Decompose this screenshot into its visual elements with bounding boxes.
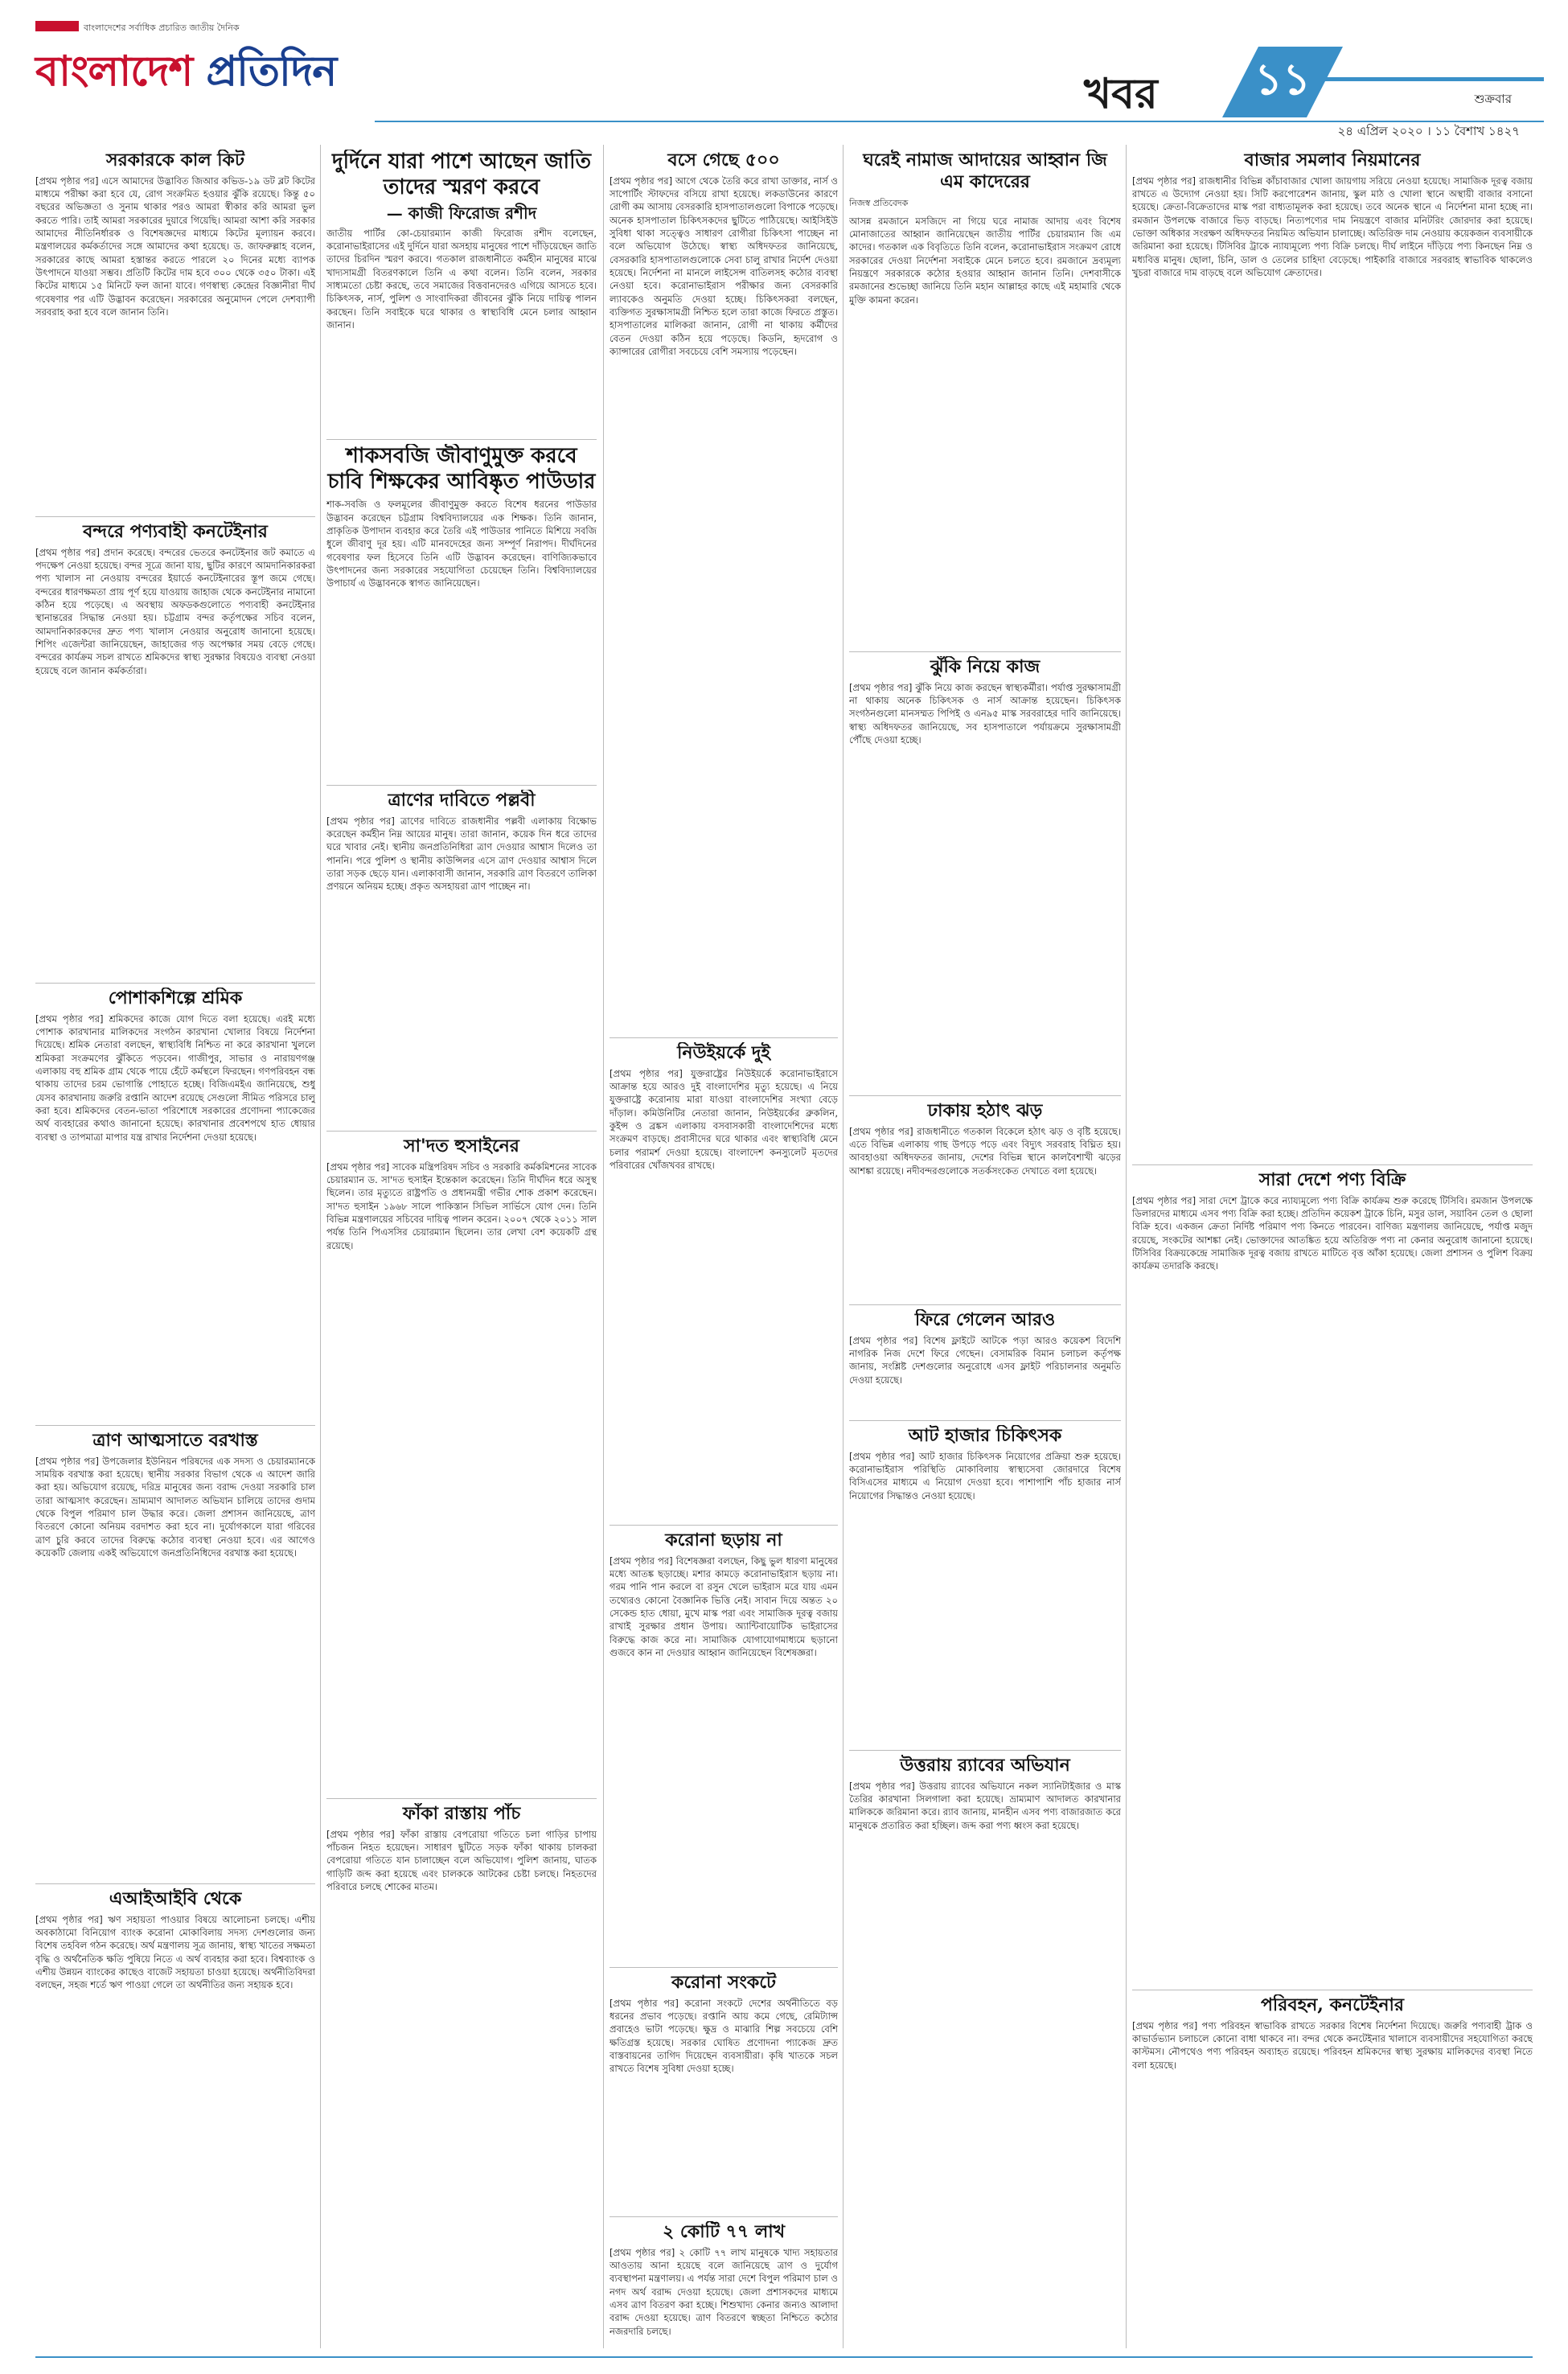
article-body: [প্রথম পৃষ্ঠার পর] প্রদান করেছে। বন্দরের ভেতরে কনটেইনার জট কমাতে এ পদক্ষেপ নেওয়া হয়েছে। বন্দর সূত্রে জানা যায়, ছুটির কারণে আমদানিকারকরা পণ্য খালাস না নেওয়ায় বন্দরের ইয়ার্ডে কনটেইনারের স্তূপ জমে গেছে। বন্দরের ধারণক্ষমতা প্রায় পূর্ণ হয়ে যাওয়ায় জাহাজ থেকে কনটেইনার নামানো কঠিন হয়ে পড়েছে। এ অবস্থায় অফডকগুলোতে পণ্যবাহী কনটেইনার স্থানান্তরের সিদ্ধান্ত নেওয়া হয়। চট্টগ্রাম বন্দর কর্তৃপক্ষের সচিব বলেন, আমদানিকারকদের দ্রুত পণ্য খালাস নেওয়ার অনুরোধ জানানো হয়েছে। শিপিং এজেন্টরা জানিয়েছেন, জাহাজের গড় অপেক্ষার সময় বেড়ে গেছে। বন্দরের কার্যক্রম সচল রাখতে শ্রমিকদের স্বাস্থ্য সুরক্ষার বিষয়েও ব্যবস্থা নেওয়া হয়েছে বলে জানান কর্মকর্তারা। bbox=[35, 546, 315, 676]
article-body: [প্রথম পৃষ্ঠার পর] উপজেলার ইউনিয়ন পরিষদের এক সদস্য ও চেয়ারম্যানকে সাময়িক বরখাস্ত করা হয়েছে। স্থানীয় সরকার বিভাগ থেকে এ আদেশ জারি করা হয়। অভিযোগ রয়েছে, দরিদ্র মানুষের জন্য বরাদ্দ দেওয়া সরকারি চাল তারা আত্মসাৎ করেছেন। ভ্রাম্যমাণ আদালত অভিযান চালিয়ে তাদের গুদাম থেকে বিপুল পরিমাণ চাল উদ্ধার করে। জেলা প্রশাসন জানিয়েছে, ত্রাণ বিতরণে কোনো অনিয়ম বরদাশত করা হবে না। দুর্যোগকালে যারা গরিবের ত্রাণ চুরি করবে তাদের বিরুদ্ধে কঠোর ব্যবস্থা নেওয়া হবে। এর আগেও কয়েকটি জেলায় একই অভিযোগে জনপ্রতিনিধিদের বরখাস্ত করা হয়েছে। bbox=[35, 1455, 315, 1559]
article-headline: শাকসবজি জীবাণুমুক্ত করবে চাবি শিক্ষকের আবিষ্কৃত পাউডার bbox=[327, 444, 596, 494]
article-byline: নিজস্ব প্রতিবেদক bbox=[849, 197, 909, 208]
article-divider bbox=[35, 1425, 315, 1426]
article-headline: ফাঁকা রাস্তায় পাঁচ bbox=[402, 1803, 521, 1824]
article-risky-work bbox=[849, 656, 1121, 1092]
article-headline: ঝুঁকি নিয়ে কাজ bbox=[930, 656, 1041, 677]
footer-rule bbox=[35, 2356, 1533, 2358]
article-rab-uttara bbox=[849, 1755, 1121, 2351]
article-divider bbox=[610, 1037, 838, 1038]
article-body: শাক-সবজি ও ফলমূলের জীবাণুমুক্ত করতে বিশেষ ধরনের পাউডার উদ্ভাবন করেছেন চট্টগ্রাম বিশ্ববিদ্যালয়ের এক শিক্ষক। তিনি জানান, প্রাকৃতিক উপাদান ব্যবহার করে তৈরি এই পাউডার পানিতে মিশিয়ে সবজি ধুলে জীবাণু দূর হয়। এটি মানবদেহের জন্য সম্পূর্ণ নিরাপদ। দীর্ঘদিনের গবেষণার ফল হিসেবে তিনি এটি উদ্ভাবন করেছেন। বাণিজ্যিকভাবে উৎপাদনের জন্য সরকারের সহযোগিতা চেয়েছেন তিনি। বিশ্ববিদ্যালয়ের উপাচার্য এ উদ্ভাবনকে স্বাগত জানিয়েছেন। bbox=[326, 499, 597, 589]
column-rule bbox=[843, 145, 844, 2348]
column-rule bbox=[320, 145, 321, 2348]
article-corona-crisis bbox=[610, 1972, 838, 2213]
weekday: শুক্রবার bbox=[1474, 92, 1512, 106]
article-body: [প্রথম পৃষ্ঠার পর] সাবেক মন্ত্রিপরিষদ সচিব ও সরকারি কর্মকমিশনের সাবেক চেয়ারম্যান ড. সা'দত হুসাইন ইন্তেকাল করেছেন। তিনি দীর্ঘদিন ধরে অসুস্থ ছিলেন। তার মৃত্যুতে রাষ্ট্রপতি ও প্রধানমন্ত্রী গভীর শোক প্রকাশ করেছেন। সা'দত হুসাইন ১৯৬৮ সালে পাকিস্তান সিভিল সার্ভিসে যোগ দেন। তিনি বিভিন্ন মন্ত্রণালয়ের সচিবের দায়িত্ব পালন করেন। ২০০৭ থেকে ২০১১ সাল পর্যন্ত তিনি পিএসসির চেয়ারম্যান ছিলেন। তার লেখা বেশ কয়েকটি গ্রন্থ রয়েছে। bbox=[326, 1160, 597, 1251]
article-headline: বসে গেছে ৫০০ bbox=[667, 150, 780, 170]
article-divider bbox=[35, 1883, 315, 1884]
article-port-container bbox=[35, 521, 315, 980]
article-body: [প্রথম পৃষ্ঠার পর] উত্তরায় র‌্যাবের অভিযানে নকল স্যানিটাইজার ও মাস্ক তৈরির কারখানা সিলগালা করা হয়েছে। ভ্রাম্যমাণ আদালত কারখানার মালিককে জরিমানা করে। র‌্যাব জানায়, মানহীন এসব পণ্য বাজারজাত করে মানুষকে প্রতারিত করা হচ্ছিল। জব্দ করা পণ্য ধ্বংস করা হয়েছে। bbox=[849, 1780, 1121, 1831]
article-headline: উত্তরায় র‌্যাবের অভিযান bbox=[900, 1755, 1070, 1776]
article-divider bbox=[1132, 1164, 1533, 1165]
article-body: [প্রথম পৃষ্ঠার পর] ঋণ সহায়তা পাওয়ার বিষয়ে আলোচনা চলছে। এশীয় অবকাঠামো বিনিয়োগ ব্যাংক করোনা মোকাবিলায় সদস্য দেশগুলোর জন্য বিশেষ তহবিল গঠন করেছে। অর্থ মন্ত্রণালয় সূত্র জানায়, স্বাস্থ্য খাতের সক্ষমতা বৃদ্ধি ও অর্থনৈতিক ক্ষতি পুষিয়ে নিতে এ অর্থ ব্যবহার করা হবে। বিশ্বব্যাংক ও এশীয় উন্নয়ন ব্যাংকের কাছেও বাজেট সহায়তা চাওয়া হয়েছে। অর্থনীতিবিদরা বলছেন, সহজ শর্তে ঋণ পাওয়া গেলে তা অর্থনীতির জন্য সহায়ক হবে। bbox=[35, 1913, 315, 1991]
article-relief-embezzlement bbox=[35, 1430, 315, 1880]
article-headline: নিউইয়র্কে দুই bbox=[677, 1042, 770, 1063]
article-aiib bbox=[35, 1888, 315, 2351]
article-headline: দুর্দিনে যারা পাশে আছেন জাতি তাদের স্মরণ করবে bbox=[331, 150, 592, 199]
page-number: ১১ bbox=[1254, 53, 1311, 105]
article-body: [প্রথম পৃষ্ঠার পর] ঝুঁকি নিয়ে কাজ করছেন স্বাস্থ্যকর্মীরা। পর্যাপ্ত সুরক্ষাসামগ্রী না থাকায় অনেক চিকিৎসক ও নার্স আক্রান্ত হয়েছেন। চিকিৎসক সংগঠনগুলো মানসম্মত পিপিই ও এন৯৫ মাস্ক সরবরাহের দাবি জানিয়েছে। স্বাস্থ্য অধিদফতর জানিয়েছে, সব হাসপাতালে পর্যায়ক্রমে সুরক্ষাসামগ্রী পৌঁছে দেওয়া হচ্ছে। bbox=[849, 681, 1121, 746]
article-dhaka-storm bbox=[849, 1100, 1121, 1301]
article-headline: সরকারকে কাল কিট bbox=[106, 150, 244, 170]
article-divider bbox=[326, 1131, 597, 1132]
article-divider bbox=[849, 1750, 1121, 1751]
article-divider bbox=[326, 1798, 597, 1799]
article-body: [প্রথম পৃষ্ঠার পর] ত্রাণের দাবিতে রাজধানীর পল্লবী এলাকায় বিক্ষোভ করেছেন কর্মহীন নিম্ন আয়ের মানুষ। তারা জানান, কয়েক দিন ধরে তাদের ঘরে খাবার নেই। স্থানীয় জনপ্রতিনিধিরা ত্রাণ দেওয়ার আশ্বাস দিলেও তা পাননি। পরে পুলিশ ও স্থানীয় কাউন্সিলর এসে ত্রাণ দেওয়ার আশ্বাস দিলে তারা সড়ক ছেড়ে যান। এলাকাবাসী জানান, সরকারি ত্রাণ বিতরণে তালিকা প্রণয়নে অনিয়ম হচ্ছে। প্রকৃত অসহায়রা ত্রাণ পাচ্ছেন না। bbox=[326, 815, 597, 893]
article-body: [প্রথম পৃষ্ঠার পর] বিশেষজ্ঞরা বলছেন, কিছু ভুল ধারণা মানুষের মধ্যে আতঙ্ক ছড়াচ্ছে। মশার কামড়ে করোনাভাইরাস ছড়ায় না। গরম পানি পান করলে বা রসুন খেলে ভাইরাস মরে যায় এমন তথ্যেরও কোনো বৈজ্ঞানিক ভিত্তি নেই। সাবান দিয়ে অন্তত ২০ সেকেন্ড হাত ধোয়া, মুখে মাস্ক পরা এবং সামাজিক দূরত্ব বজায় রাখাই সুরক্ষার প্রধান উপায়। অ্যান্টিবায়োটিক ভাইরাসের বিরুদ্ধে কাজ করে না। সামাজিক যোগাযোগমাধ্যমে ছড়ানো গুজবে কান না দেওয়ার আহ্বান জানিয়েছেন বিশেষজ্ঞরা। bbox=[610, 1555, 838, 1659]
article-divider bbox=[326, 439, 597, 440]
logo-part-1: বাংলাদেশ bbox=[35, 47, 207, 96]
article-headline: ফিরে গেলেন আরও bbox=[914, 1309, 1056, 1330]
article-market bbox=[1132, 150, 1533, 1161]
article-transport-container bbox=[1132, 1994, 1533, 2351]
logo-tagline: বাংলাদেশের সর্বাধিক প্রচারিত জাতীয় দৈনিক bbox=[84, 23, 240, 33]
article-body: আসন্ন রমজানে মসজিদে না গিয়ে ঘরে নামাজ আদায় এবং বিশেষ মোনাজাতের আহ্বান জানিয়েছেন জাতীয় পার্টির চেয়ারম্যান জি এম কাদের। গতকাল এক বিবৃতিতে তিনি বলেন, করোনাভাইরাস সংক্রমণ রোধে সরকারের দেওয়া নির্দেশনা সবাইকে মেনে চলতে হবে। রমজানে দ্রব্যমূল্য নিয়ন্ত্রণে সরকারকে কঠোর হওয়ার আহ্বান জানান তিনি। দেশবাসীকে রমজানের শুভেচ্ছা জানিয়ে তিনি মহান আল্লাহর কাছে এই মহামারি থেকে মুক্তি কামনা করেন। bbox=[849, 215, 1121, 306]
masthead bbox=[0, 0, 1568, 146]
article-body: [প্রথম পৃষ্ঠার পর] আট হাজার চিকিৎসক নিয়োগের প্রক্রিয়া শুরু হয়েছে। করোনাভাইরাস পরিস্থিতি মোকাবিলায় স্বাস্থ্যসেবা জোরদারে বিশেষ বিসিএসের মাধ্যমে এ নিয়োগ দেওয়া হবে। পাশাপাশি পাঁচ হাজার নার্স নিয়োগের সিদ্ধান্তও নেওয়া হয়েছে। bbox=[849, 1450, 1121, 1501]
dateline: ২৪ এপ্রিল ২০২০ । ১১ বৈশাখ ১৪২৭ bbox=[1337, 124, 1520, 138]
article-body: [প্রথম পৃষ্ঠার পর] ২ কোটি ৭৭ লাখ মানুষকে খাদ্য সহায়তার আওতায় আনা হয়েছে বলে জানিয়েছে ত্রাণ ও দুর্যোগ ব্যবস্থাপনা মন্ত্রণালয়। এ পর্যন্ত সারা দেশে বিপুল পরিমাণ চাল ও নগদ অর্থ বরাদ্দ দেওয়া হয়েছে। জেলা প্রশাসকদের মাধ্যমে এসব ত্রাণ বিতরণ করা হচ্ছে। শিশুখাদ্য কেনার জন্যও আলাদা বরাদ্দ দেওয়া হয়েছে। ত্রাণ বিতরণে স্বচ্ছতা নিশ্চিতে কঠোর নজরদারি চলছে। bbox=[610, 2246, 838, 2337]
article-headline: ত্রাণ আত্মসাতে বরখাস্ত bbox=[92, 1430, 258, 1451]
newspaper-logo[interactable] bbox=[35, 21, 373, 117]
article-pallabi-relief bbox=[326, 790, 597, 1127]
article-divider bbox=[610, 1525, 838, 1526]
article-headline: করোনা সংকটে bbox=[671, 1972, 777, 1993]
article-headline: করোনা ছড়ায় না bbox=[665, 1530, 782, 1550]
logo-part-2: প্রতিদিন bbox=[206, 47, 337, 96]
article-2-crore bbox=[610, 2221, 838, 2351]
article-gm-quader bbox=[849, 150, 1121, 648]
column-rule bbox=[603, 145, 604, 2348]
article-headline: ঘরেই নামাজ আদায়ের আহ্বান জি এম কাদেরের bbox=[863, 150, 1107, 192]
article-divider bbox=[849, 651, 1121, 652]
article-headline: বাজার সমলাব নিয়মানের bbox=[1244, 150, 1421, 170]
article-body: [প্রথম পৃষ্ঠার পর] আগে থেকে তৈরি করে রাখা ডাক্তার, নার্স ও সাপোর্টিং স্টাফদের বসিয়ে রাখা হয়েছে। লকডাউনের কারণে রোগী কম আসায় বেসরকারি হাসপাতালগুলো বিপাকে পড়েছে। অনেক হাসপাতাল চিকিৎসকদের ছুটিতে পাঠিয়েছে। আইসিইউ সুবিধা থাকা সত্ত্বেও সাধারণ রোগীরা চিকিৎসা পাচ্ছেন না বলে অভিযোগ উঠেছে। স্বাস্থ্য অধিদফতর জানিয়েছে, বেসরকারি হাসপাতালগুলোকে সেবা চালু রাখার নির্দেশ দেওয়া হয়েছে। নির্দেশনা না মানলে লাইসেন্স বাতিলসহ কঠোর ব্যবস্থা নেওয়া হবে। করোনাভাইরাস পরীক্ষার জন্য বেসরকারি ল্যাবকেও অনুমতি দেওয়া হচ্ছে। চিকিৎসকরা বলছেন, ব্যক্তিগত সুরক্ষাসামগ্রী নিশ্চিত হলে তারা কাজে ফিরতে প্রস্তুত। হাসপাতালের মালিকরা জানান, রোগী না থাকায় কর্মীদের বেতন দেওয়া কঠিন হয়ে পড়েছে। কিডনি, হৃদরোগ ও ক্যান্সারের রোগীরা সবচেয়ে বেশি সমস্যায় পড়েছেন। bbox=[610, 175, 838, 358]
article-headline: পরিবহন, কনটেইনার bbox=[1261, 1994, 1404, 2015]
article-body: [প্রথম পৃষ্ঠার পর] রাজধানীতে গতকাল বিকেলে হঠাৎ ঝড় ও বৃষ্টি হয়েছে। এতে বিভিন্ন এলাকায় গাছ উপড়ে পড়ে এবং বিদ্যুৎ সরবরাহ বিঘ্নিত হয়। আবহাওয়া অধিদফতর জানায়, দেশের বিভিন্ন স্থানে কালবৈশাখী ঝড়ের আশঙ্কা রয়েছে। নদীবন্দরগুলোকে সতর্কসংকেত দেখাতে বলা হয়েছে। bbox=[849, 1125, 1121, 1177]
article-body: [প্রথম পৃষ্ঠার পর] পণ্য পরিবহন স্বাভাবিক রাখতে সরকার বিশেষ নির্দেশনা দিয়েছে। জরুরি পণ্যবাহী ট্রাক ও কাভার্ডভ্যান চলাচলে কোনো বাধা থাকবে না। বন্দর থেকে কনটেইনার খালাসে ব্যবসায়ীদের সহযোগিতা করছে কাস্টমস। নৌপথেও পণ্য পরিবহন অব্যাহত রয়েছে। পরিবহন শ্রমিকদের স্বাস্থ্য সুরক্ষায় মালিকদের ব্যবস্থা নিতে বলা হয়েছে। bbox=[1132, 2019, 1533, 2071]
article-headline: সা'দত হুসাইনের bbox=[404, 1136, 519, 1156]
article-body: [প্রথম পৃষ্ঠার পর] শ্রমিকদের কাজে যোগ দিতে বলা হয়েছে। এরই মধ্যে পোশাক কারখানার মালিকদের সংগঠন কারখানা খোলার বিষয়ে নির্দেশনা দিয়েছে। শ্রমিক নেতারা বলছেন, স্বাস্থ্যবিধি নিশ্চিত না করে কারখানা খুললে শ্রমিকরা সংক্রমণের ঝুঁকিতে পড়বেন। গাজীপুর, সাভার ও নারায়ণগঞ্জ এলাকায় বহু শ্রমিক গ্রাম থেকে পায়ে হেঁটে কর্মস্থলে ফিরছেন। গণপরিবহন বন্ধ থাকায় তাদের চরম ভোগান্তি পোহাতে হচ্ছে। বিজিএমইএ জানিয়েছে, শুধু যেসব কারখানায় জরুরি রপ্তানি আদেশ রয়েছে সেগুলো সীমিত পরিসরে চালু করা হবে। শ্রমিকদের বেতন-ভাতা পরিশোধে সরকারের প্রণোদনা প্যাকেজের অর্থ ব্যবহারের কথাও জানানো হয়েছে। কারখানার প্রবেশপথে হাত ধোয়ার ব্যবস্থা ও তাপমাত্রা মাপার যন্ত্র রাখার নির্দেশনা দেওয়া হয়েছে। bbox=[35, 1012, 315, 1143]
article-divider bbox=[849, 1095, 1121, 1096]
article-headline: ঢাকায় হঠাৎ ঝড় bbox=[927, 1100, 1043, 1121]
article-newyork bbox=[610, 1042, 838, 1522]
logo-text bbox=[35, 39, 336, 109]
article-body: [প্রথম পৃষ্ঠার পর] করোনা সংকটে দেশের অর্থনীতিতে বড় ধরনের প্রভাব পড়েছে। রপ্তানি আয় কমে গেছে, রেমিট্যান্স প্রবাহেও ভাটা পড়েছে। ক্ষুদ্র ও মাঝারি শিল্প সবচেয়ে বেশি ক্ষতিগ্রস্ত হয়েছে। সরকার ঘোষিত প্রণোদনা প্যাকেজ দ্রুত বাস্তবায়নের তাগিদ দিয়েছেন ব্যবসায়ীরা। কৃষি খাতকে সচল রাখতে বিশেষ সুবিধা দেওয়া হচ্ছে। bbox=[610, 1997, 838, 2075]
article-empty-road bbox=[326, 1803, 597, 2351]
article-headline: আট হাজার চিকিৎসক bbox=[908, 1425, 1062, 1446]
article-divider bbox=[35, 983, 315, 984]
article-headline: ২ কোটি ৭৭ লাখ bbox=[662, 2221, 786, 2242]
article-body: [প্রথম পৃষ্ঠার পর] ফাঁকা রাস্তায় বেপরোয়া গতিতে চলা গাড়ির চাপায় পাঁচজন নিহত হয়েছেন। সাধারণ ছুটিতে সড়ক ফাঁকা থাকায় চালকরা বেপরোয়া গতিতে যান চালাচ্ছেন বলে অভিযোগ। পুলিশ জানায়, ঘাতক গাড়িটি জব্দ করা হয়েছে এবং চালককে আটকের চেষ্টা চলছে। নিহতদের পরিবারে চলছে শোকের মাতম। bbox=[326, 1828, 597, 1893]
article-body: [প্রথম পৃষ্ঠার পর] রাজধানীর বিভিন্ন কাঁচাবাজার খোলা জায়গায় সরিয়ে নেওয়া হয়েছে। সামাজিক দূরত্ব বজায় রাখতে এ উদ্যোগ নেওয়া হয়। সিটি করপোরেশন জানায়, স্কুল মাঠ ও খোলা স্থানে অস্থায়ী বাজার বসানো হয়েছে। ক্রেতা-বিক্রেতাদের মাস্ক পরা বাধ্যতামূলক করা হয়েছে। তবে অনেক স্থানে এ নির্দেশনা মানা হচ্ছে না। রমজান উপলক্ষে বাজারে ভিড় বাড়ছে। নিত্যপণ্যের দাম নিয়ন্ত্রণে বাজার মনিটরিং জোরদার করা হয়েছে। ভোক্তা অধিকার সংরক্ষণ অধিদফতর নিয়মিত অভিযান চালাচ্ছে। অতিরিক্ত দাম নেওয়ায় কয়েকজন ব্যবসায়ীকে জরিমানা করা হয়েছে। টিসিবির ট্রাকে ন্যায্যমূল্যে পণ্য বিক্রি চলছে। দীর্ঘ লাইনে দাঁড়িয়ে পণ্য কিনছেন নিম্ন ও মধ্যবিত্ত মানুষ। ছোলা, চিনি, ডাল ও তেলের চাহিদা বেড়েছে। পাইকারি বাজারে সরবরাহ স্বাভাবিক থাকলেও খুচরা বাজারে দাম বাড়ছে বলে অভিযোগ ক্রেতাদের। bbox=[1132, 175, 1533, 279]
article-body: [প্রথম পৃষ্ঠার পর] যুক্তরাষ্ট্রের নিউইয়র্কে করোনাভাইরাসে আক্রান্ত হয়ে আরও দুই বাংলাদেশির মৃত্যু হয়েছে। এ নিয়ে যুক্তরাষ্ট্রে করোনায় মারা যাওয়া বাংলাদেশির সংখ্যা বেড়ে দাঁড়াল। কমিউনিটির নেতারা জানান, নিউইয়র্কের ব্রুকলিন, কুইন্স ও ব্রঙ্কস এলাকায় বসবাসকারী বাংলাদেশিদের মধ্যে সংক্রমণ বাড়ছে। প্রবাসীদের ঘরে থাকার এবং স্বাস্থ্যবিধি মেনে চলার পরামর্শ দেওয়া হয়েছে। বাংলাদেশ কনস্যুলেট মৃতদের পরিবারের খোঁজখবর রাখছে। bbox=[610, 1067, 838, 1172]
article-headline: এআইআইবি থেকে bbox=[109, 1888, 242, 1909]
column-rule bbox=[1126, 145, 1127, 2348]
article-headline: পোশাকশিল্পে শ্রমিক bbox=[108, 988, 243, 1008]
article-headline: সারা দেশে পণ্য বিক্রি bbox=[1258, 1169, 1406, 1190]
article-8000-doctors bbox=[849, 1425, 1121, 1747]
logo-badge bbox=[35, 21, 79, 31]
article-divider bbox=[35, 516, 315, 517]
article-divider bbox=[326, 785, 597, 786]
masthead-rule-thick bbox=[1319, 77, 1544, 81]
article-quote-attribution: — কাজী ফিরোজ রশীদ bbox=[386, 203, 537, 224]
article-500-idle bbox=[610, 150, 838, 1034]
article-headline: বন্দরে পণ্যবাহী কনটেইনার bbox=[83, 521, 268, 542]
article-kazi-firoz bbox=[326, 150, 597, 436]
article-body: [প্রথম পৃষ্ঠার পর] সারা দেশে ট্রাকে করে ন্যায্যমূল্যে পণ্য বিক্রি কার্যক্রম শুরু করেছে টিসিবি। রমজান উপলক্ষে ডিলারদের মাধ্যমে এসব পণ্য বিক্রি করা হচ্ছে। প্রতিদিন কয়েকশ ট্রাকে চিনি, মসুর ডাল, সয়াবিন তেল ও ছোলা বিক্রি হবে। একজন ক্রেতা নির্দিষ্ট পরিমাণ পণ্য কিনতে পারবেন। বাণিজ্য মন্ত্রণালয় জানিয়েছে, পর্যাপ্ত মজুদ রয়েছে, সংকটের আশঙ্কা নেই। ভোক্তাদের আতঙ্কিত হয়ে অতিরিক্ত পণ্য না কেনার অনুরোধ জানানো হয়েছে। টিসিবির বিক্রয়কেন্দ্রে সামাজিক দূরত্ব বজায় রাখতে মাটিতে বৃত্ত আঁকা হয়েছে। জেলা প্রশাসন ও পুলিশ বিক্রয় কার্যক্রম তদারকি করছে। bbox=[1132, 1194, 1533, 1272]
article-saadat-hussain bbox=[326, 1136, 597, 1795]
article-divider bbox=[610, 2216, 838, 2217]
article-body: [প্রথম পৃষ্ঠার পর] এসে আমাদের উদ্ভাবিত জিআর কভিড-১৯ ডট ব্লট কিটের মাধ্যমে পরীক্ষা করা হবে যে, রোগ সংক্রমিত হওয়ার ঝুঁকি রয়েছে। কিন্তু ৫০ বছরের অভিজ্ঞতা ও সুনাম থাকার পরও আমরা স্বীকার করি আমরা ভুল করতে পারি। তাই আমরা সরকারের দুয়ারে গিয়েছি। আমরা আশা করি সরকার আমাদের নীতিনির্ধারক ও বিশেষজ্ঞদের মাধ্যমে কিটের মূল্যায়ন করবে। মন্ত্রণালয়ের কর্মকর্তাদের সঙ্গে আমাদের কথা হয়েছে। ড. জাফরুল্লাহ বলেন, সরকারের কাছে আমরা হস্তান্তর করতে পারলে ২০ দিনের মধ্যে ব্যাপক উৎপাদনে যাওয়া সম্ভব। প্রতিটি কিটের দাম হবে ৩০০ থেকে ৩৫০ টাকা। এই কিটের মাধ্যমে ১৫ মিনিটে ফল জানা যাবে। গণস্বাস্থ্য কেন্দ্রের বিজ্ঞানীরা দীর্ঘ গবেষণার পর এটি উদ্ভাবন করেছেন। সরকারের অনুমোদন পেলে দেশব্যাপী সরবরাহ করা হবে বলে জানান তিনি। bbox=[35, 175, 315, 318]
article-vegetable-powder bbox=[326, 444, 597, 782]
article-body: [প্রথম পৃষ্ঠার পর] বিশেষ ফ্লাইটে আটকে পড়া আরও কয়েকশ বিদেশি নাগরিক নিজ দেশে ফিরে গেছেন। বেসামরিক বিমান চলাচল কর্তৃপক্ষ জানায়, সংশ্লিষ্ট দেশগুলোর অনুরোধে এসব ফ্লাইট পরিচালনার অনুমতি দেওয়া হয়েছে। bbox=[849, 1334, 1121, 1386]
article-tcb-sales bbox=[1132, 1169, 1533, 1986]
article-garment-workers bbox=[35, 988, 315, 1422]
article-returned bbox=[849, 1309, 1121, 1417]
article-body: জাতীয় পার্টির কো-চেয়ারম্যান কাজী ফিরোজ রশীদ বলেছেন, করোনাভাইরাসের এই দুর্দিনে যারা অসহায় মানুষের পাশে দাঁড়িয়েছেন জাতি তাদের চিরদিন স্মরণ করবে। গতকাল রাজধানীতে কর্মহীন মানুষের মাঝে খাদ্যসামগ্রী বিতরণকালে তিনি এ কথা বলেন। তিনি বলেন, সরকার সাধ্যমতো চেষ্টা করছে, তবে সমাজের বিত্তবানদেরও এগিয়ে আসতে হবে। চিকিৎসক, নার্স, পুলিশ ও সাংবাদিকরা জীবনের ঝুঁকি নিয়ে দায়িত্ব পালন করছেন। তিনি সবাইকে ঘরে থাকার ও স্বাস্থ্যবিধি মেনে চলার আহ্বান জানান। bbox=[326, 227, 597, 331]
article-headline: ত্রাণের দাবিতে পল্লবী bbox=[388, 790, 536, 811]
article-kit bbox=[35, 150, 315, 513]
section-title: খবর bbox=[1084, 69, 1158, 118]
article-divider bbox=[849, 1420, 1121, 1421]
article-corona-myth bbox=[610, 1530, 838, 1964]
article-divider bbox=[610, 1967, 838, 1968]
article-divider bbox=[849, 1304, 1121, 1305]
